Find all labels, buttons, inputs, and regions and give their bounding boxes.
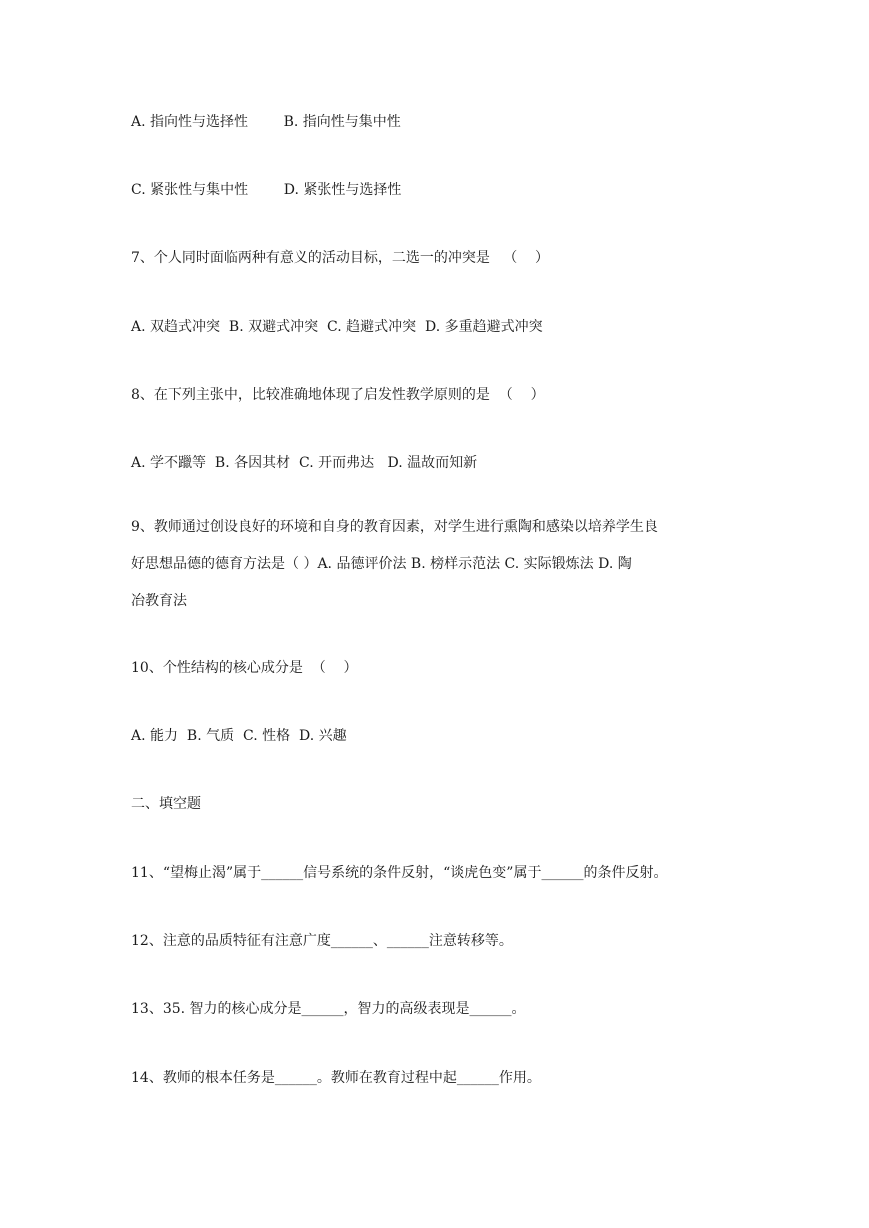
q12: 12、注意的品质特征有注意广度______、______注意转移等。 <box>131 933 513 949</box>
section-title-fill-in: 二、填空题 <box>131 796 201 812</box>
q9-line-2: 好思想品德的德育方法是（ ）A. 品德评价法 B. 榜样示范法 C. 实际锻炼法 D. 陶 <box>131 556 632 572</box>
q6-options-ab: A. 指向性与选择性 B. 指向性与集中性 <box>131 114 401 130</box>
q9-paragraph <box>131 509 731 620</box>
q7-options: A. 双趋式冲突 B. 双避式冲突 C. 趋避式冲突 D. 多重趋避式冲突 <box>131 319 543 335</box>
q9-line-3: 冶教育法 <box>131 593 187 609</box>
q11: 11、“望梅止渴”属于______信号系统的条件反射，“谈虎色变”属于______的条件反射。 <box>131 865 668 881</box>
q14: 14、教师的根本任务是______。教师在教育过程中起______作用。 <box>131 1070 541 1086</box>
q8-options: A. 学不躐等 B. 各因其材 C. 开而弗达 D. 温故而知新 <box>131 455 478 471</box>
q10-stem: 10、个性结构的核心成分是 （ ） <box>131 660 358 676</box>
q10-options: A. 能力 B. 气质 C. 性格 D. 兴趣 <box>131 728 347 744</box>
q7-stem: 7、个人同时面临两种有意义的活动目标，二选一的冲突是 （ ） <box>131 250 550 266</box>
q8-stem: 8、在下列主张中，比较准确地体现了启发性教学原则的是 （ ） <box>131 387 545 403</box>
q9-line-1: 9、教师通过创设良好的环境和自身的教育因素，对学生进行熏陶和感染以培养学生良 <box>131 519 658 535</box>
q6-options-cd: C. 紧张性与集中性 D. 紧张性与选择性 <box>131 182 402 198</box>
q13: 13、35. 智力的核心成分是______，智力的高级表现是______。 <box>131 1001 526 1017</box>
